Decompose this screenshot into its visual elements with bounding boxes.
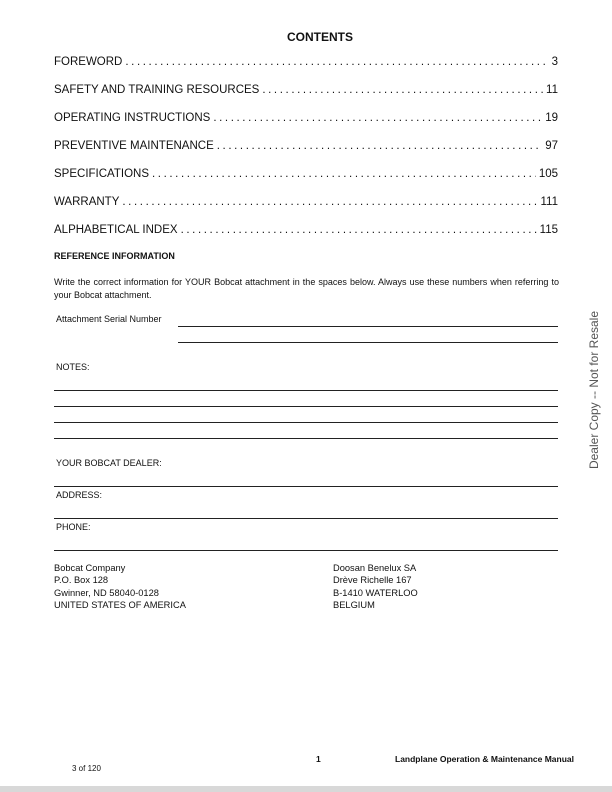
address-line-text: Gwinner, ND 58040-0128 [54, 587, 159, 598]
toc-entry-operating[interactable] [54, 112, 558, 124]
toc-leader-dots [152, 168, 536, 180]
toc-entry-label: ALPHABETICAL INDEX [54, 224, 178, 236]
address-line-text: Doosan Benelux SA [333, 563, 417, 573]
dealer-line[interactable] [54, 486, 558, 487]
doosan-benelux-address [333, 562, 418, 611]
phone-line[interactable] [54, 550, 558, 551]
address-line[interactable] [54, 518, 558, 519]
toc-entry-page: 105 [538, 168, 558, 180]
toc-entry-page: 111 [540, 196, 558, 208]
toc-entry-specifications[interactable] [54, 168, 558, 180]
dealer-copy-watermark: Dealer Copy -- Not for Resale [587, 310, 601, 470]
toc-leader-dots [262, 84, 543, 96]
toc-entry-page: 3 [551, 56, 558, 68]
address-line-text: P.O. Box 128 [54, 575, 109, 586]
serial-number-line-1[interactable] [178, 326, 558, 327]
toc-leader-dots [122, 196, 537, 208]
toc-entry-index[interactable] [54, 224, 558, 236]
address-line-text: BELGIUM [333, 599, 375, 610]
toc-entry-label: OPERATING INSTRUCTIONS [54, 112, 211, 124]
viewer-bottom-bar [0, 786, 612, 792]
notes-line[interactable] [54, 406, 558, 407]
toc-entry-label: SAFETY AND TRAINING RESOURCES [54, 84, 260, 96]
toc-entry-label: PREVENTIVE MAINTENANCE [54, 140, 214, 152]
dealer-label: YOUR BOBCAT DEALER: [56, 458, 162, 468]
toc-entry-foreword[interactable] [54, 56, 558, 68]
bobcat-company-address [54, 562, 186, 611]
pdf-page-indicator: 3 of 120 [72, 764, 101, 773]
notes-line[interactable] [54, 438, 558, 439]
toc-entry-maintenance[interactable] [54, 140, 558, 152]
address-line-text: Drève Richelle 167 [333, 575, 412, 586]
toc-leader-dots [217, 140, 542, 152]
footer-page-number: 1 [316, 754, 321, 764]
toc-entry-label: WARRANTY [54, 196, 120, 208]
toc-entry-page: 97 [545, 140, 558, 152]
phone-label: PHONE: [56, 522, 91, 532]
toc-entry-label: FOREWORD [54, 56, 123, 68]
toc-entry-page: 19 [545, 112, 558, 124]
footer-manual-title: Landplane Operation & Maintenance Manual [395, 754, 574, 764]
toc-entry-warranty[interactable] [54, 196, 558, 208]
serial-number-line-2[interactable] [178, 342, 558, 343]
toc-entry-page: 115 [539, 224, 558, 236]
toc-leader-dots [213, 112, 542, 124]
address-line-text: Bobcat Company [54, 563, 126, 573]
toc-leader-dots [181, 224, 537, 236]
toc-entry-safety[interactable] [54, 84, 558, 96]
notes-line[interactable] [54, 390, 558, 391]
reference-instructions: Write the correct information for YOUR Bobcat attachment in the spaces below. Always use these numbers when referring to your Bobcat attachment. [54, 277, 559, 300]
notes-line[interactable] [54, 422, 558, 423]
reference-heading: REFERENCE INFORMATION [54, 251, 175, 261]
serial-number-label: Attachment Serial Number [56, 314, 162, 324]
notes-label: NOTES: [56, 362, 90, 372]
address-line-text: B-1410 WATERLOO [333, 587, 418, 598]
toc-entry-label: SPECIFICATIONS [54, 168, 149, 180]
address-line-text: UNITED STATES OF AMERICA [54, 599, 186, 610]
toc-entry-page: 11 [546, 84, 558, 96]
toc-leader-dots [125, 56, 548, 68]
page-title: CONTENTS [287, 30, 353, 44]
address-label: ADDRESS: [56, 490, 103, 500]
